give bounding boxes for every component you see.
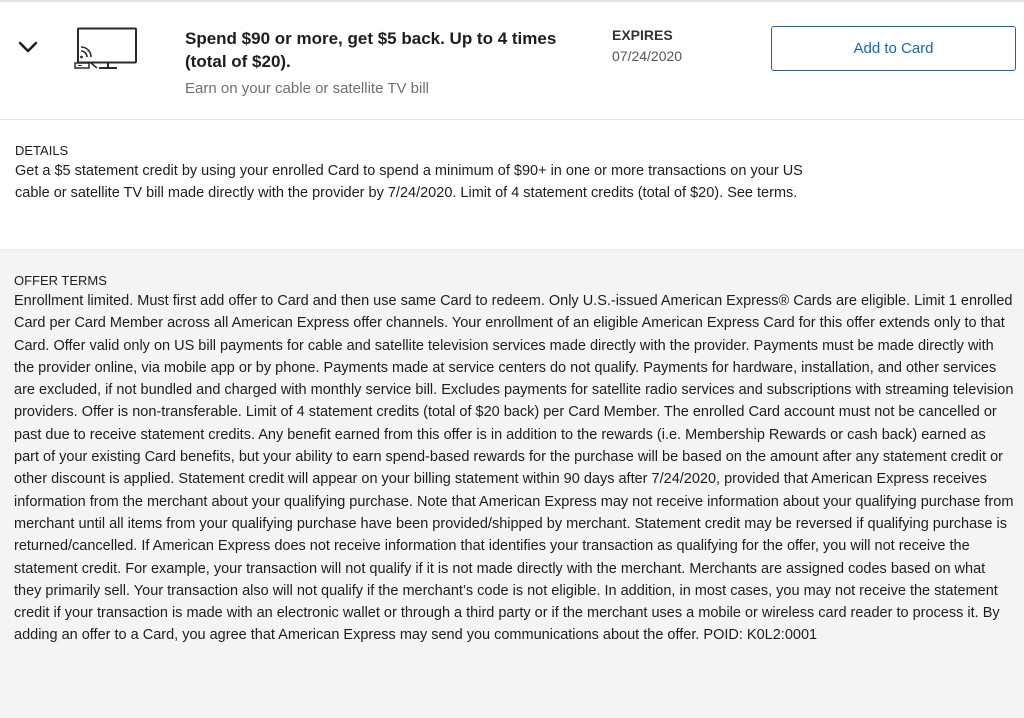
details-section — [0, 120, 1024, 250]
tv-icon — [73, 27, 139, 71]
offer-subtitle: Earn on your cable or satellite TV bill — [185, 80, 430, 97]
offer-terms-heading: OFFER TERMS — [14, 273, 107, 288]
offer-title: Spend $90 or more, get $5 back. Up to 4 times (total of $20). — [185, 29, 557, 71]
details-text: Get a $5 statement credit by using your enrolled Card to spend a minimum of $90+ in one or more transactions on your US cable or satellite TV bill made directly with the provider by 7/24/2020. Limit of 4 statement credits (total of $20). See terms. — [15, 163, 803, 201]
offer-row — [0, 2, 1024, 120]
details-heading: DETAILS — [15, 143, 69, 158]
offer-terms-text: Enrollment limited. Must first add offer to Card and then use same Card to redeem. Only U.S.-issued American Express® Cards are eligible. Limit 1 enrolled Card per Card Member across all American Express offer channels. Your enrollment of an eligible American Express Card for this offer extends only to that Card. Offer valid only on US bill payments for cable and satellite television services made directly with the provider. Payments must be made directly with the provider online, via mobile app or by phone. Payments made at service centers do not qualify. Payments for hardware, installation, and other services are excluded, if not bundled and charged with monthly service bill. Excludes payments for satellite radio services and subscriptions with streaming television providers. Offer is non-transferable. Limit of 4 statement credits (total of $20 back) per Card Member. The enrolled Card account must not be cancelled or past due to receive statement credits. Any benefit earned from this offer is in addition to the rewards (i.e. Membership Rewards or cash back) earned as part of your existing Card benefits, but your ability to earn spend-based rewards for the purchase will be based on the amount after any statement credit or other discount is applied. Statement credit will appear on your billing statement within 90 days after 7/24/2020, provided that American Express receives information from the merchant about your qualifying purchase. Note that American Express may not receive information about your qualifying purchase from merchant until all items from your qualifying purchase have been provided/shipped by merchant. Statement credit may be reversed if qualifying purchase is returned/cancelled. If American Express does not receive information that identifies your transaction as qualifying for the offer, you will not receive the statement credit. For example, your transaction will not qualify if it is not made directly with the merchant. Merchants are assigned codes based on what they primarily sell. Your transaction also will not qualify if the merchant’s code is not eligible. In addition, in most cases, you may not receive the statement credit if your transaction is made with an electronic wallet or through a third party or if the merchant uses a mobile or wireless card reader to process it. By adding an offer to a Card, you agree that American Express may send you communications about the offer. POID: K0L2:0001 — [14, 293, 1014, 644]
expires-date: 07/24/2020 — [612, 48, 683, 64]
add-to-card-button[interactable]: Add to Card — [771, 26, 1016, 71]
chevron-down-icon[interactable] — [17, 37, 39, 57]
expires-label: EXPIRES — [612, 27, 673, 43]
offer-terms-section — [0, 250, 1024, 647]
